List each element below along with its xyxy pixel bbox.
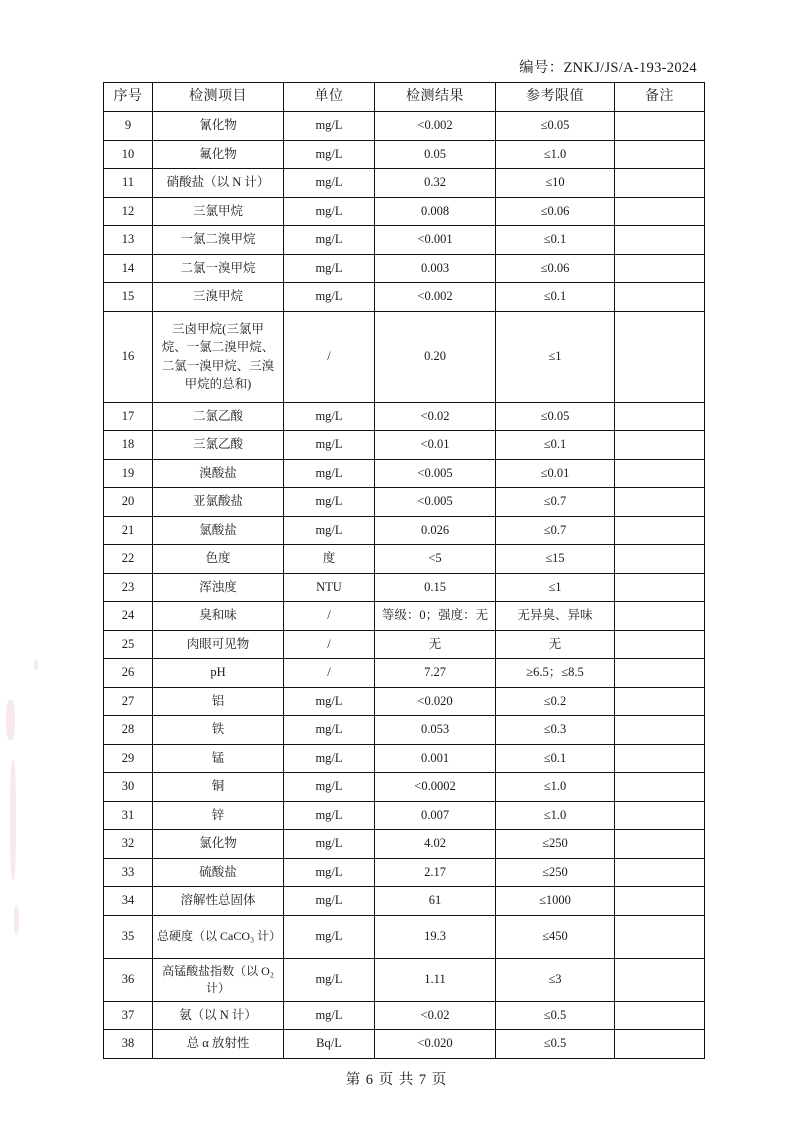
cell-limit: ≤3	[496, 958, 615, 1001]
cell-result: <0.005	[375, 459, 496, 488]
table-row	[104, 915, 705, 958]
cell-item: 氨（以 N 计）	[153, 1001, 284, 1030]
cell-result: 2.17	[375, 858, 496, 887]
cell-unit: mg/L	[284, 226, 375, 255]
table-row	[104, 744, 705, 773]
table-row	[104, 1030, 705, 1059]
cell-limit: ≤0.06	[496, 254, 615, 283]
cell-unit: NTU	[284, 573, 375, 602]
cell-result: <0.0002	[375, 773, 496, 802]
cell-result: <0.01	[375, 431, 496, 460]
table-row	[104, 830, 705, 859]
cell-remark	[615, 197, 705, 226]
column-header-item: 检测项目	[153, 83, 284, 112]
cell-remark	[615, 915, 705, 958]
cell-result: 0.053	[375, 716, 496, 745]
table-row	[104, 197, 705, 226]
cell-limit: ≤0.5	[496, 1001, 615, 1030]
cell-unit: Bq/L	[284, 1030, 375, 1059]
cell-unit: 度	[284, 545, 375, 574]
cell-result: 等级：0；强度：无	[375, 602, 496, 631]
cell-item: 三溴甲烷	[153, 283, 284, 312]
cell-item-text: 三卤甲烷(三氯甲烷、一氯二溴甲烷、二氯一溴甲烷、三溴甲烷的总和)	[161, 322, 275, 391]
cell-no: 22	[104, 545, 153, 574]
cell-remark	[615, 545, 705, 574]
cell-limit: ≤1.0	[496, 801, 615, 830]
cell-unit: mg/L	[284, 1001, 375, 1030]
cell-remark	[615, 459, 705, 488]
document-code	[519, 56, 697, 77]
table-row	[104, 716, 705, 745]
cell-remark	[615, 687, 705, 716]
table-row	[104, 402, 705, 431]
table-row	[104, 488, 705, 517]
cell-unit: mg/L	[284, 687, 375, 716]
cell-result: <0.005	[375, 488, 496, 517]
column-header-unit: 单位	[284, 83, 375, 112]
cell-unit: mg/L	[284, 773, 375, 802]
cell-no: 9	[104, 112, 153, 141]
cell-unit: mg/L	[284, 402, 375, 431]
cell-item: 色度	[153, 545, 284, 574]
cell-no: 33	[104, 858, 153, 887]
column-header-limit: 参考限值	[496, 83, 615, 112]
cell-result: 无	[375, 630, 496, 659]
cell-item: 二氯一溴甲烷	[153, 254, 284, 283]
cell-result: 0.32	[375, 169, 496, 198]
cell-unit: mg/L	[284, 283, 375, 312]
cell-item: 二氯乙酸	[153, 402, 284, 431]
cell-limit: ≥6.5；≤8.5	[496, 659, 615, 688]
cell-remark	[615, 140, 705, 169]
cell-limit: ≤450	[496, 915, 615, 958]
cell-remark	[615, 630, 705, 659]
document-code-label: 编号：	[519, 60, 564, 76]
cell-result: 0.20	[375, 311, 496, 402]
cell-remark	[615, 402, 705, 431]
cell-unit: /	[284, 311, 375, 402]
cell-no: 27	[104, 687, 153, 716]
column-header-remark: 备注	[615, 83, 705, 112]
cell-unit: mg/L	[284, 958, 375, 1001]
cell-remark	[615, 431, 705, 460]
column-header-result: 检测结果	[375, 83, 496, 112]
table-row	[104, 958, 705, 1001]
cell-result: 0.05	[375, 140, 496, 169]
document-code-value: ZNKJ/JS/A-193-2024	[563, 60, 697, 76]
cell-limit: ≤0.2	[496, 687, 615, 716]
cell-result: 7.27	[375, 659, 496, 688]
cell-result: 0.003	[375, 254, 496, 283]
cell-unit: mg/L	[284, 112, 375, 141]
cell-no: 34	[104, 887, 153, 916]
cell-remark	[615, 488, 705, 517]
cell-limit: ≤0.1	[496, 283, 615, 312]
cell-no: 16	[104, 311, 153, 402]
cell-result: <0.001	[375, 226, 496, 255]
cell-result: <0.002	[375, 283, 496, 312]
scan-smudge	[10, 760, 16, 880]
cell-limit: ≤15	[496, 545, 615, 574]
cell-no: 31	[104, 801, 153, 830]
cell-unit: /	[284, 659, 375, 688]
cell-result: <0.020	[375, 1030, 496, 1059]
cell-limit: ≤0.05	[496, 112, 615, 141]
cell-unit: mg/L	[284, 197, 375, 226]
cell-item: 肉眼可见物	[153, 630, 284, 659]
cell-item: 亚氯酸盐	[153, 488, 284, 517]
cell-limit: ≤0.3	[496, 716, 615, 745]
cell-item: 硫酸盐	[153, 858, 284, 887]
table-row	[104, 887, 705, 916]
cell-item-text: 总硬度（以 CaCO₃ 计）	[157, 929, 282, 944]
cell-remark	[615, 858, 705, 887]
table-row	[104, 801, 705, 830]
table-row	[104, 140, 705, 169]
cell-result: <5	[375, 545, 496, 574]
table-row	[104, 112, 705, 141]
cell-result: 4.02	[375, 830, 496, 859]
cell-result: 0.008	[375, 197, 496, 226]
cell-item: 铜	[153, 773, 284, 802]
table-row	[104, 858, 705, 887]
cell-item: 溶解性总固体	[153, 887, 284, 916]
cell-item: 一氯二溴甲烷	[153, 226, 284, 255]
cell-unit: mg/L	[284, 169, 375, 198]
cell-no: 13	[104, 226, 153, 255]
cell-limit: ≤1000	[496, 887, 615, 916]
cell-remark	[615, 169, 705, 198]
cell-item: 氟化物	[153, 140, 284, 169]
table-row	[104, 431, 705, 460]
cell-item: 臭和味	[153, 602, 284, 631]
table-row	[104, 630, 705, 659]
cell-remark	[615, 112, 705, 141]
cell-limit: ≤10	[496, 169, 615, 198]
cell-remark	[615, 716, 705, 745]
cell-remark	[615, 659, 705, 688]
table-row	[104, 773, 705, 802]
cell-item: 总 α 放射性	[153, 1030, 284, 1059]
table-row	[104, 659, 705, 688]
column-header-no: 序号	[104, 83, 153, 112]
cell-no: 37	[104, 1001, 153, 1030]
cell-limit: ≤1	[496, 573, 615, 602]
cell-result: 0.026	[375, 516, 496, 545]
cell-limit: ≤0.06	[496, 197, 615, 226]
cell-item-text: 高锰酸盐指数（以 O₂ 计）	[162, 963, 274, 995]
cell-limit: ≤1	[496, 311, 615, 402]
cell-item: 三氯甲烷	[153, 197, 284, 226]
cell-item: 铝	[153, 687, 284, 716]
cell-item: 氰化物	[153, 112, 284, 141]
cell-limit: ≤250	[496, 830, 615, 859]
cell-unit: /	[284, 602, 375, 631]
cell-remark	[615, 830, 705, 859]
cell-limit: ≤0.1	[496, 431, 615, 460]
cell-limit: ≤0.5	[496, 1030, 615, 1059]
cell-limit: 无	[496, 630, 615, 659]
cell-no: 10	[104, 140, 153, 169]
test-results-table	[103, 82, 705, 1059]
cell-unit: mg/L	[284, 716, 375, 745]
cell-limit: ≤1.0	[496, 140, 615, 169]
cell-no: 38	[104, 1030, 153, 1059]
cell-no: 11	[104, 169, 153, 198]
cell-no: 15	[104, 283, 153, 312]
cell-limit: 无异臭、异味	[496, 602, 615, 631]
table-row	[104, 573, 705, 602]
cell-item: 氯酸盐	[153, 516, 284, 545]
cell-unit: mg/L	[284, 858, 375, 887]
cell-item: 铁	[153, 716, 284, 745]
cell-limit: ≤0.7	[496, 516, 615, 545]
cell-result: 0.15	[375, 573, 496, 602]
cell-unit: mg/L	[284, 431, 375, 460]
scan-smudge	[6, 700, 15, 740]
cell-no: 28	[104, 716, 153, 745]
cell-limit: ≤250	[496, 858, 615, 887]
cell-remark	[615, 958, 705, 1001]
cell-unit: mg/L	[284, 915, 375, 958]
cell-unit: mg/L	[284, 830, 375, 859]
page-footer: 第 6 页 共 7 页	[345, 1072, 448, 1088]
cell-limit: ≤1.0	[496, 773, 615, 802]
cell-limit: ≤0.7	[496, 488, 615, 517]
cell-result: <0.020	[375, 687, 496, 716]
cell-limit: ≤0.05	[496, 402, 615, 431]
cell-unit: /	[284, 630, 375, 659]
cell-no: 14	[104, 254, 153, 283]
cell-item	[153, 311, 284, 402]
cell-result: 1.11	[375, 958, 496, 1001]
cell-result: <0.002	[375, 112, 496, 141]
cell-item: pH	[153, 659, 284, 688]
cell-item: 溴酸盐	[153, 459, 284, 488]
cell-unit: mg/L	[284, 744, 375, 773]
cell-item: 氯化物	[153, 830, 284, 859]
cell-item: 锌	[153, 801, 284, 830]
cell-unit: mg/L	[284, 488, 375, 517]
cell-no: 19	[104, 459, 153, 488]
cell-no: 24	[104, 602, 153, 631]
cell-unit: mg/L	[284, 254, 375, 283]
cell-remark	[615, 887, 705, 916]
table-row	[104, 311, 705, 402]
cell-no: 25	[104, 630, 153, 659]
cell-result: 0.001	[375, 744, 496, 773]
table-row	[104, 516, 705, 545]
cell-no: 20	[104, 488, 153, 517]
cell-remark	[615, 773, 705, 802]
cell-remark	[615, 516, 705, 545]
table-row	[104, 254, 705, 283]
cell-remark	[615, 801, 705, 830]
table-row	[104, 687, 705, 716]
cell-remark	[615, 744, 705, 773]
cell-result: 0.007	[375, 801, 496, 830]
table-row	[104, 169, 705, 198]
cell-remark	[615, 573, 705, 602]
cell-remark	[615, 1001, 705, 1030]
cell-unit: mg/L	[284, 801, 375, 830]
cell-item: 硝酸盐（以 N 计）	[153, 169, 284, 198]
cell-unit: mg/L	[284, 516, 375, 545]
cell-item: 锰	[153, 744, 284, 773]
cell-item: 三氯乙酸	[153, 431, 284, 460]
table-row	[104, 1001, 705, 1030]
cell-limit: ≤0.1	[496, 744, 615, 773]
cell-remark	[615, 311, 705, 402]
cell-result: <0.02	[375, 1001, 496, 1030]
cell-no: 30	[104, 773, 153, 802]
table-header-row	[104, 83, 705, 112]
cell-no: 26	[104, 659, 153, 688]
cell-remark	[615, 283, 705, 312]
cell-no: 36	[104, 958, 153, 1001]
table-row	[104, 545, 705, 574]
cell-limit: ≤0.01	[496, 459, 615, 488]
cell-item: 浑浊度	[153, 573, 284, 602]
cell-unit: mg/L	[284, 140, 375, 169]
cell-item	[153, 958, 284, 1001]
cell-remark	[615, 1030, 705, 1059]
cell-remark	[615, 226, 705, 255]
cell-no: 18	[104, 431, 153, 460]
cell-limit: ≤0.1	[496, 226, 615, 255]
cell-result: 61	[375, 887, 496, 916]
cell-no: 17	[104, 402, 153, 431]
table-row	[104, 283, 705, 312]
cell-no: 29	[104, 744, 153, 773]
cell-no: 23	[104, 573, 153, 602]
table-header	[104, 83, 705, 112]
cell-unit: mg/L	[284, 887, 375, 916]
cell-remark	[615, 254, 705, 283]
table-row	[104, 602, 705, 631]
cell-result: <0.02	[375, 402, 496, 431]
table-row	[104, 226, 705, 255]
table-body	[104, 112, 705, 1059]
cell-result: 19.3	[375, 915, 496, 958]
cell-no: 35	[104, 915, 153, 958]
cell-no: 32	[104, 830, 153, 859]
cell-remark	[615, 602, 705, 631]
table-row	[104, 459, 705, 488]
cell-no: 21	[104, 516, 153, 545]
cell-unit: mg/L	[284, 459, 375, 488]
scan-smudge	[14, 905, 19, 935]
scan-smudge	[34, 660, 38, 670]
cell-item	[153, 915, 284, 958]
cell-no: 12	[104, 197, 153, 226]
